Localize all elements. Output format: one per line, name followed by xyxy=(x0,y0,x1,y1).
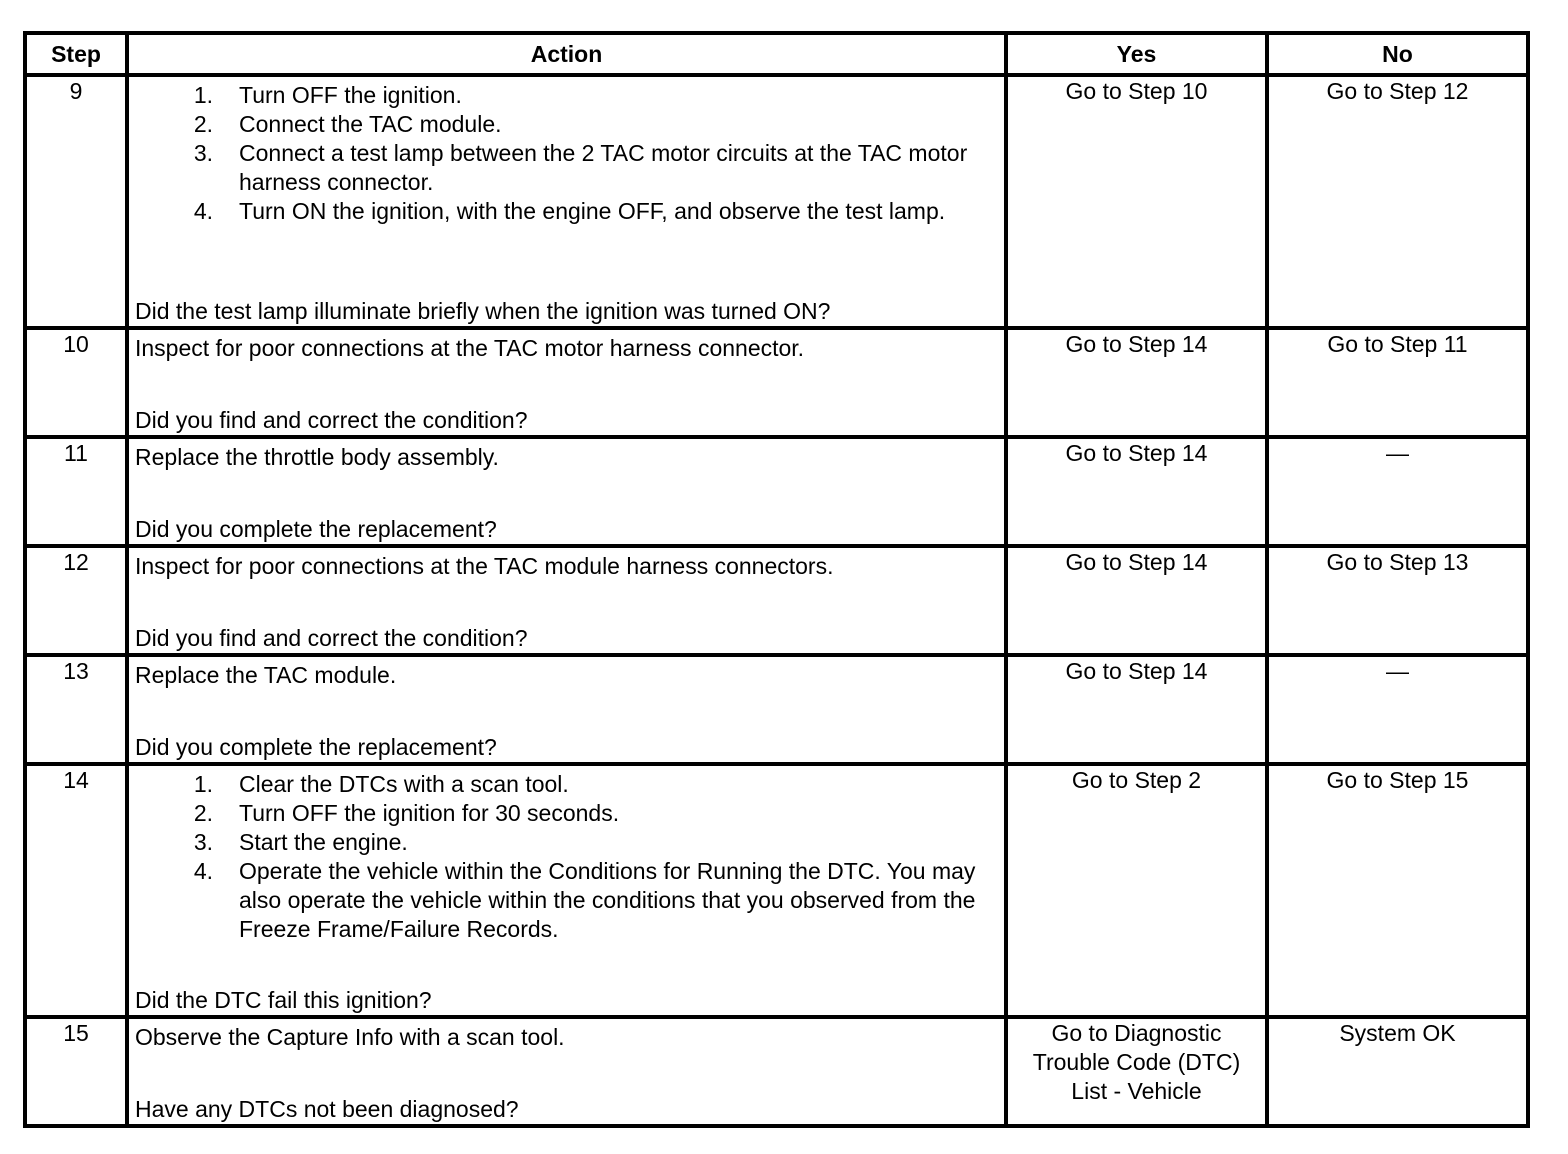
diagnostic-table xyxy=(23,31,1530,1128)
list-item: 1. Clear the DTCs with a scan tool. xyxy=(193,771,569,797)
action-cell xyxy=(127,655,1006,764)
yes-result: Go to Step 10 xyxy=(1006,75,1267,328)
step-number: 11 xyxy=(25,437,127,546)
header-action: Action xyxy=(127,33,1006,75)
step-number: 15 xyxy=(25,1017,127,1126)
list-item: 3. Start the engine. xyxy=(193,829,408,855)
question-text: Did the test lamp illuminate briefly when the ignition was turned ON? xyxy=(135,298,831,324)
question-text: Have any DTCs not been diagnosed? xyxy=(135,1096,519,1122)
table-row xyxy=(25,328,1528,437)
action-cell xyxy=(127,437,1006,546)
no-result: — xyxy=(1267,437,1528,546)
list-item: 1. Turn OFF the ignition. xyxy=(193,82,462,108)
yes-result xyxy=(1006,1017,1267,1126)
no-result: Go to Step 12 xyxy=(1267,75,1528,328)
table-row xyxy=(25,655,1528,764)
yes-result-line: List - Vehicle xyxy=(1071,1078,1202,1104)
yes-result-line: Trouble Code (DTC) xyxy=(1032,1049,1241,1075)
table-row xyxy=(25,75,1528,328)
yes-result-line: Go to Diagnostic xyxy=(1051,1020,1222,1046)
question-text: Did you complete the replacement? xyxy=(135,734,497,760)
no-result: Go to Step 13 xyxy=(1267,546,1528,655)
instruction-text: Observe the Capture Info with a scan tool. xyxy=(135,1024,565,1050)
no-result: System OK xyxy=(1267,1017,1528,1126)
no-result: — xyxy=(1267,655,1528,764)
header-no: No xyxy=(1267,33,1528,75)
table-row xyxy=(25,546,1528,655)
list-item: 4. Operate the vehicle within the Conditions for Running the DTC. You may also operate the vehicle within the conditions that you observed from the Freeze Frame/Failure Records. xyxy=(193,858,976,942)
list-item: 2. Connect the TAC module. xyxy=(193,111,502,137)
list-item: 2. Turn OFF the ignition for 30 seconds. xyxy=(193,800,620,826)
list-item: 4. Turn ON the ignition, with the engine OFF, and observe the test lamp. xyxy=(193,198,946,224)
no-result: Go to Step 11 xyxy=(1267,328,1528,437)
header-row xyxy=(25,33,1528,75)
substep-list xyxy=(135,81,998,226)
no-result: Go to Step 15 xyxy=(1267,764,1528,1017)
action-cell xyxy=(127,328,1006,437)
header-step: Step xyxy=(25,33,127,75)
step-number: 14 xyxy=(25,764,127,1017)
action-cell xyxy=(127,764,1006,1017)
step-number: 9 xyxy=(25,75,127,328)
step-number: 10 xyxy=(25,328,127,437)
action-cell xyxy=(127,546,1006,655)
instruction-text: Replace the throttle body assembly. xyxy=(135,444,499,470)
header-yes: Yes xyxy=(1006,33,1267,75)
step-number: 13 xyxy=(25,655,127,764)
table-row xyxy=(25,437,1528,546)
action-cell xyxy=(127,1017,1006,1126)
yes-result: Go to Step 14 xyxy=(1006,328,1267,437)
question-text: Did you find and correct the condition? xyxy=(135,625,528,651)
question-text: Did you complete the replacement? xyxy=(135,516,497,542)
instruction-text: Inspect for poor connections at the TAC module harness connectors. xyxy=(135,553,834,579)
list-item: 3. Connect a test lamp between the 2 TAC motor circuits at the TAC motor harness connector. xyxy=(193,140,968,195)
action-cell xyxy=(127,75,1006,328)
instruction-text: Replace the TAC module. xyxy=(135,662,397,688)
question-text: Did the DTC fail this ignition? xyxy=(135,987,432,1013)
table-row xyxy=(25,1017,1528,1126)
yes-result: Go to Step 14 xyxy=(1006,655,1267,764)
question-text: Did you find and correct the condition? xyxy=(135,407,528,433)
yes-result: Go to Step 2 xyxy=(1006,764,1267,1017)
instruction-text: Inspect for poor connections at the TAC motor harness connector. xyxy=(135,335,805,361)
yes-result: Go to Step 14 xyxy=(1006,546,1267,655)
step-number: 12 xyxy=(25,546,127,655)
substep-list xyxy=(135,770,998,944)
yes-result: Go to Step 14 xyxy=(1006,437,1267,546)
table-row xyxy=(25,764,1528,1017)
